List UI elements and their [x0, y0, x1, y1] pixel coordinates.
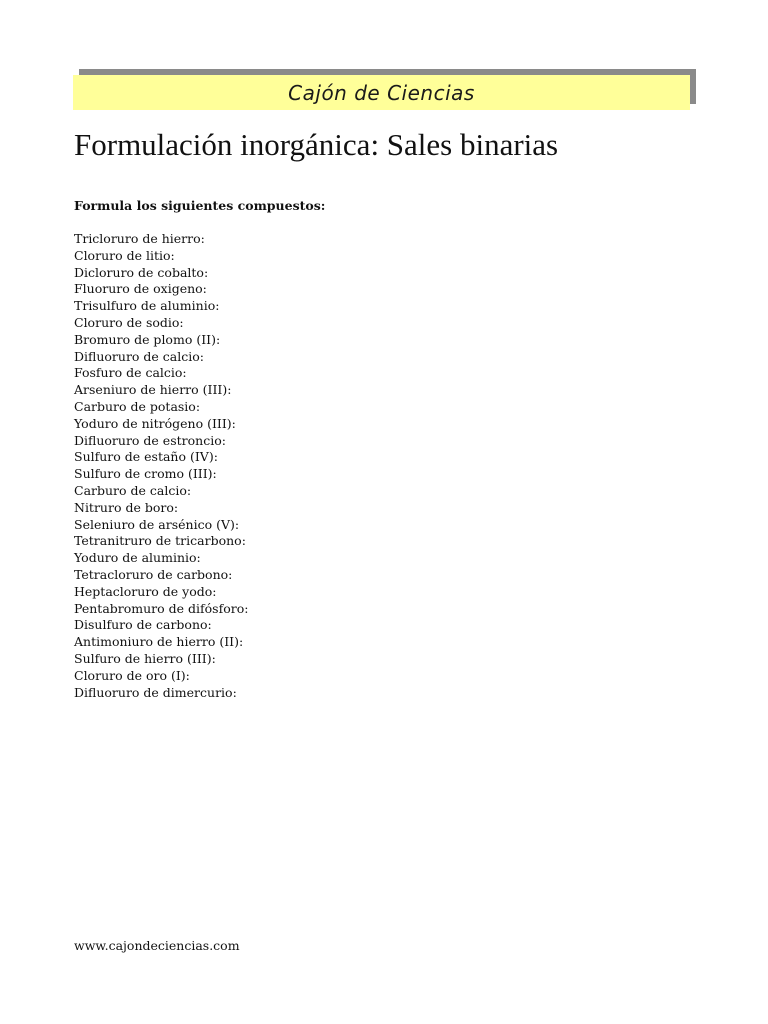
banner-title: Cajón de Ciencias — [288, 80, 475, 105]
compound-item: Tetracloruro de carbono: — [74, 566, 233, 582]
compound-item: Trisulfuro de aluminio: — [74, 298, 220, 314]
footer-url: www.cajondeciencias.com — [74, 938, 240, 953]
compound-list — [74, 231, 248, 701]
compound-item: Difluoruro de dimercurio: — [74, 684, 237, 700]
compound-item: Difluoruro de calcio: — [74, 348, 204, 364]
compound-item: Seleniuro de arsénico (V): — [74, 516, 240, 532]
compound-item: Tetranitruro de tricarbono: — [74, 533, 246, 549]
header-banner — [73, 69, 696, 110]
compound-item: Sulfuro de cromo (III): — [74, 466, 217, 482]
compound-item: Disulfuro de carbono: — [74, 617, 212, 633]
compound-item: Fluoruro de oxigeno: — [74, 281, 207, 297]
compound-item: Cloruro de litio: — [74, 247, 175, 263]
compound-item: Antimoniuro de hierro (II): — [74, 634, 244, 650]
compound-item: Carburo de potasio: — [74, 398, 201, 414]
compound-item: Yoduro de nitrógeno (III): — [74, 415, 236, 431]
compound-item: Carburo de calcio: — [74, 482, 192, 498]
compound-item: Bromuro de plomo (II): — [74, 331, 221, 347]
compound-item: Cloruro de oro (I): — [74, 667, 190, 683]
compound-item: Cloruro de sodio: — [74, 314, 184, 330]
page-title: Formulación inorgánica: Sales binarias — [74, 127, 559, 162]
compound-item: Pentabromuro de difósforo: — [74, 600, 249, 616]
compound-item: Arseniuro de hierro (III): — [74, 382, 232, 398]
compound-item: Nitruro de boro: — [74, 499, 179, 515]
banner-box — [73, 75, 690, 110]
compound-item: Yoduro de aluminio: — [74, 550, 201, 566]
compound-item: Sulfuro de hierro (III): — [74, 650, 216, 666]
instructions-heading: Formula los siguientes compuestos: — [74, 198, 326, 213]
compound-item: Heptacloruro de yodo: — [74, 583, 217, 599]
compound-item: Dicloruro de cobalto: — [74, 264, 209, 280]
compound-item: Difluoruro de estroncio: — [74, 432, 226, 448]
compound-item: Sulfuro de estaño (IV): — [74, 449, 218, 465]
compound-item: Tricloruro de hierro: — [74, 231, 205, 246]
compound-item: Fosfuro de calcio: — [74, 365, 187, 381]
